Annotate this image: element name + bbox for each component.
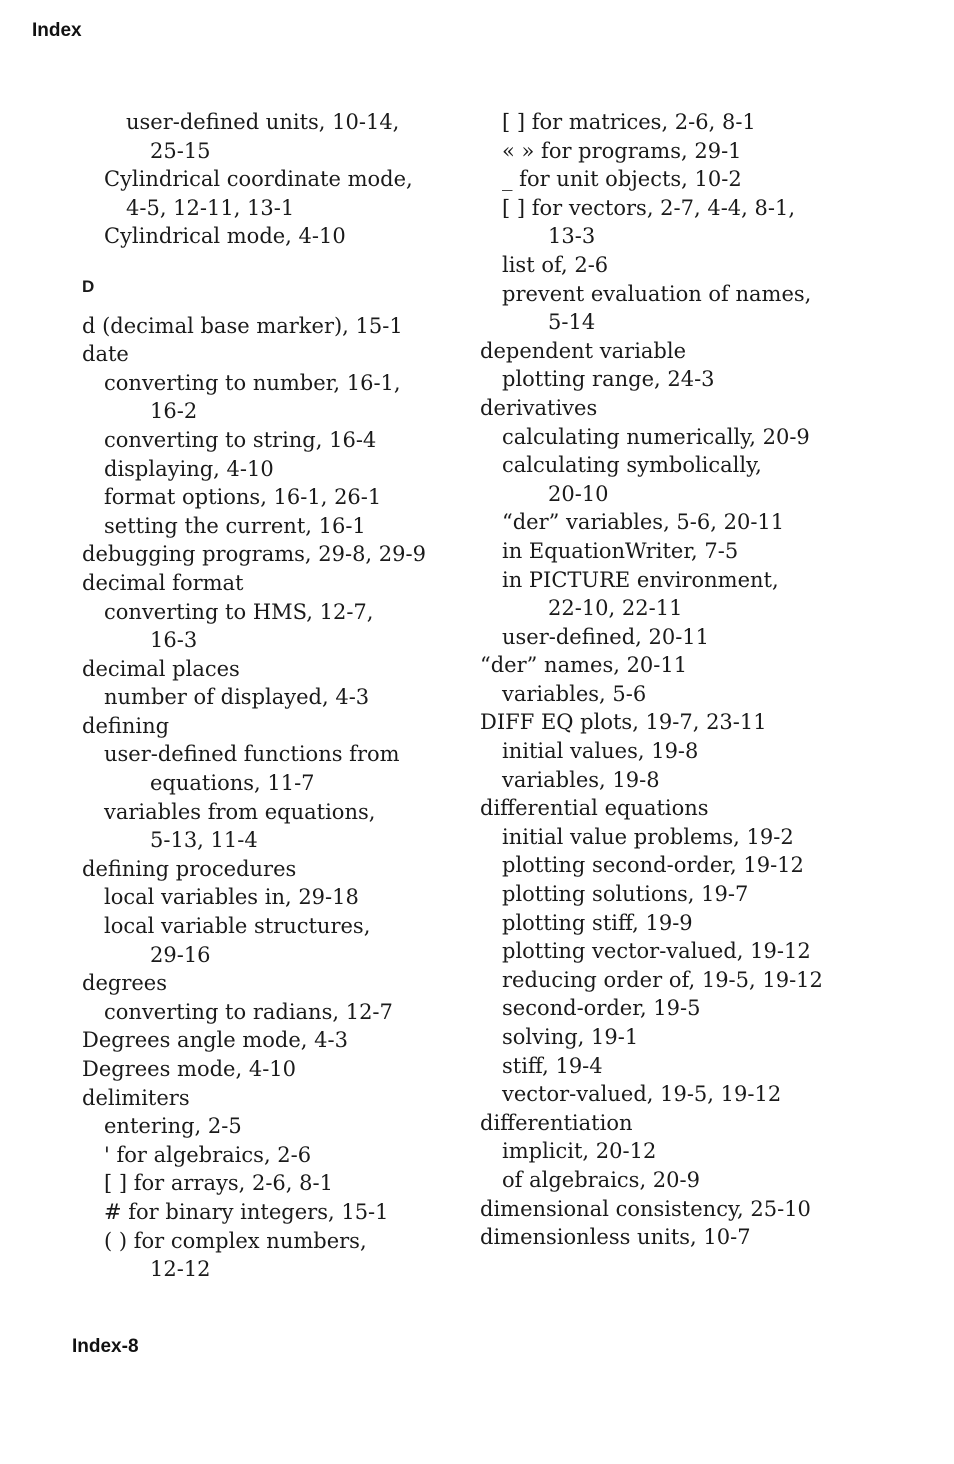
index-entry-level-1: ( ) for complex numbers,	[104, 1228, 367, 1253]
index-entry-level-1: plotting solutions, 19-7	[502, 882, 749, 907]
index-entry-level-0: d (decimal base marker), 15-1	[82, 313, 403, 338]
index-entry-level-3: 5-13, 11-4	[150, 828, 258, 853]
index-entry-level-3: 12-12	[150, 1257, 211, 1282]
index-entry-level-0: degrees	[82, 971, 167, 996]
index-entry-level-1: user-defined functions from	[104, 742, 400, 767]
index-entry-level-1: # for binary integers, 15-1	[104, 1199, 389, 1224]
index-entry-level-2: 4-5, 12-11, 13-1	[126, 195, 295, 220]
index-entry-level-1: implicit, 20-12	[502, 1139, 657, 1164]
index-entry-level-3: 16-3	[150, 628, 198, 653]
index-entry-level-0: Degrees mode, 4-10	[82, 1057, 297, 1081]
index-entry-level-1: prevent evaluation of names,	[502, 281, 812, 306]
index-entry-level-1: variables, 19-8	[502, 767, 660, 792]
index-entry-level-3: 20-10	[548, 481, 609, 506]
index-entry-level-0: dimensionless units, 10-7	[480, 1225, 751, 1250]
index-entry-level-1: setting the current, 16-1	[104, 513, 366, 538]
index-entry-level-1: second-order, 19-5	[502, 996, 701, 1021]
index-entry-level-1: list of, 2-6	[502, 252, 609, 277]
index-entry-level-1: initial values, 19-8	[502, 739, 699, 764]
index-entry-level-1: plotting second-order, 19-12	[502, 853, 804, 878]
index-entry-level-1: [ ] for vectors, 2-7, 4-4, 8-1,	[502, 195, 795, 220]
index-entry-level-1: plotting stiff, 19-9	[502, 910, 693, 935]
index-entry-level-1: _ for unit objects, 10-2	[502, 167, 742, 192]
index-entry-level-1: plotting vector-valued, 19-12	[502, 939, 811, 964]
entry-group-d	[76, 312, 436, 1284]
section-letter: D	[82, 276, 95, 296]
index-entry-level-0: date	[82, 342, 129, 367]
index-entry-level-1: stiff, 19-4	[502, 1053, 603, 1078]
index-entry-level-1: vector-valued, 19-5, 19-12	[502, 1082, 782, 1107]
index-entry-level-1: entering, 2-5	[104, 1114, 242, 1139]
index-entry-level-1: of algebraics, 20-9	[502, 1167, 700, 1192]
index-entry-level-1: local variables in, 29-18	[104, 885, 359, 910]
index-entry-level-0: decimal format	[82, 570, 244, 595]
index-entry-level-1: user-defined, 20-11	[502, 624, 710, 649]
index-entry-level-3: 16-2	[150, 399, 198, 424]
index-entry-level-1: [ ] for arrays, 2-6, 8-1	[104, 1171, 333, 1196]
index-entry-level-1: converting to radians, 12-7	[104, 999, 393, 1024]
index-entry-level-0: DIFF EQ plots, 19-7, 23-11	[480, 710, 767, 735]
index-entry-level-1: calculating numerically, 20-9	[502, 424, 810, 449]
entry-group-right	[474, 108, 834, 1252]
index-entry-level-1: initial value problems, 19-2	[502, 824, 794, 849]
index-entry-level-1: in EquationWriter, 7-5	[502, 538, 739, 563]
entry-group-top	[76, 108, 436, 251]
index-entry-level-1: Cylindrical coordinate mode,	[104, 167, 413, 192]
index-entry-level-0: “der” names, 20-11	[480, 653, 688, 678]
index-entry-level-0: defining	[82, 713, 170, 738]
index-entry-level-1: ' for algebraics, 2-6	[104, 1142, 312, 1167]
index-entry-level-1: plotting range, 24-3	[502, 367, 715, 392]
index-entry-level-1: format options, 16-1, 26-1	[104, 485, 382, 510]
index-entry-level-3: 5-14	[548, 310, 596, 335]
index-entry-level-1: [ ] for matrices, 2-6, 8-1	[502, 110, 756, 134]
index-column-left	[76, 108, 436, 1284]
index-entry-level-0: differentiation	[480, 1110, 633, 1135]
index-entry-level-0: derivatives	[480, 395, 598, 420]
index-entry-level-1: displaying, 4-10	[104, 456, 274, 481]
index-entry-level-3: 22-10, 22-11	[548, 596, 683, 621]
index-entry-level-0: debugging programs, 29-8, 29-9	[82, 542, 426, 567]
index-entry-level-1: « » for programs, 29-1	[502, 138, 742, 163]
index-entry-level-0: dimensional consistency, 25-10	[480, 1196, 811, 1221]
index-entry-level-1: Cylindrical mode, 4-10	[104, 224, 346, 249]
index-entry-level-1: variables from equations,	[104, 799, 376, 824]
index-entry-level-0: Degrees angle mode, 4-3	[82, 1028, 348, 1053]
index-entry-level-3: equations, 11-7	[150, 771, 315, 796]
index-entry-level-3: 13-3	[548, 224, 596, 249]
page-number: Index-8	[72, 1336, 139, 1357]
index-entry-level-0: decimal places	[82, 656, 240, 681]
index-entry-level-1: calculating symbolically,	[502, 453, 762, 478]
index-entry-level-0: delimiters	[82, 1085, 190, 1110]
index-entry-level-3: 25-15	[150, 138, 211, 163]
index-entry-level-1: converting to string, 16-4	[104, 427, 377, 452]
index-entry-level-1: local variable structures,	[104, 914, 371, 939]
index-entry-level-0: differential equations	[480, 796, 709, 821]
index-entry-level-1: converting to number, 16-1,	[104, 370, 401, 395]
index-entry-level-1: reducing order of, 19-5, 19-12	[502, 967, 823, 992]
index-entry-level-0: defining procedures	[82, 856, 297, 881]
index-entry-level-1: solving, 19-1	[502, 1025, 639, 1049]
index-entry-level-1: number of displayed, 4-3	[104, 685, 370, 710]
index-entry-level-1: variables, 5-6	[502, 681, 647, 706]
index-entry-level-3: 29-16	[150, 942, 211, 967]
index-entry-level-1: in PICTURE environment,	[502, 567, 779, 592]
index-entry-level-1: converting to HMS, 12-7,	[104, 599, 374, 624]
index-entry-level-1: “der” variables, 5-6, 20-11	[502, 510, 785, 535]
running-header: Index	[32, 20, 82, 41]
index-entry-level-0: dependent variable	[480, 338, 687, 363]
index-entry-level-2: user-defined units, 10-14,	[126, 110, 400, 134]
index-column-right	[474, 108, 834, 1252]
